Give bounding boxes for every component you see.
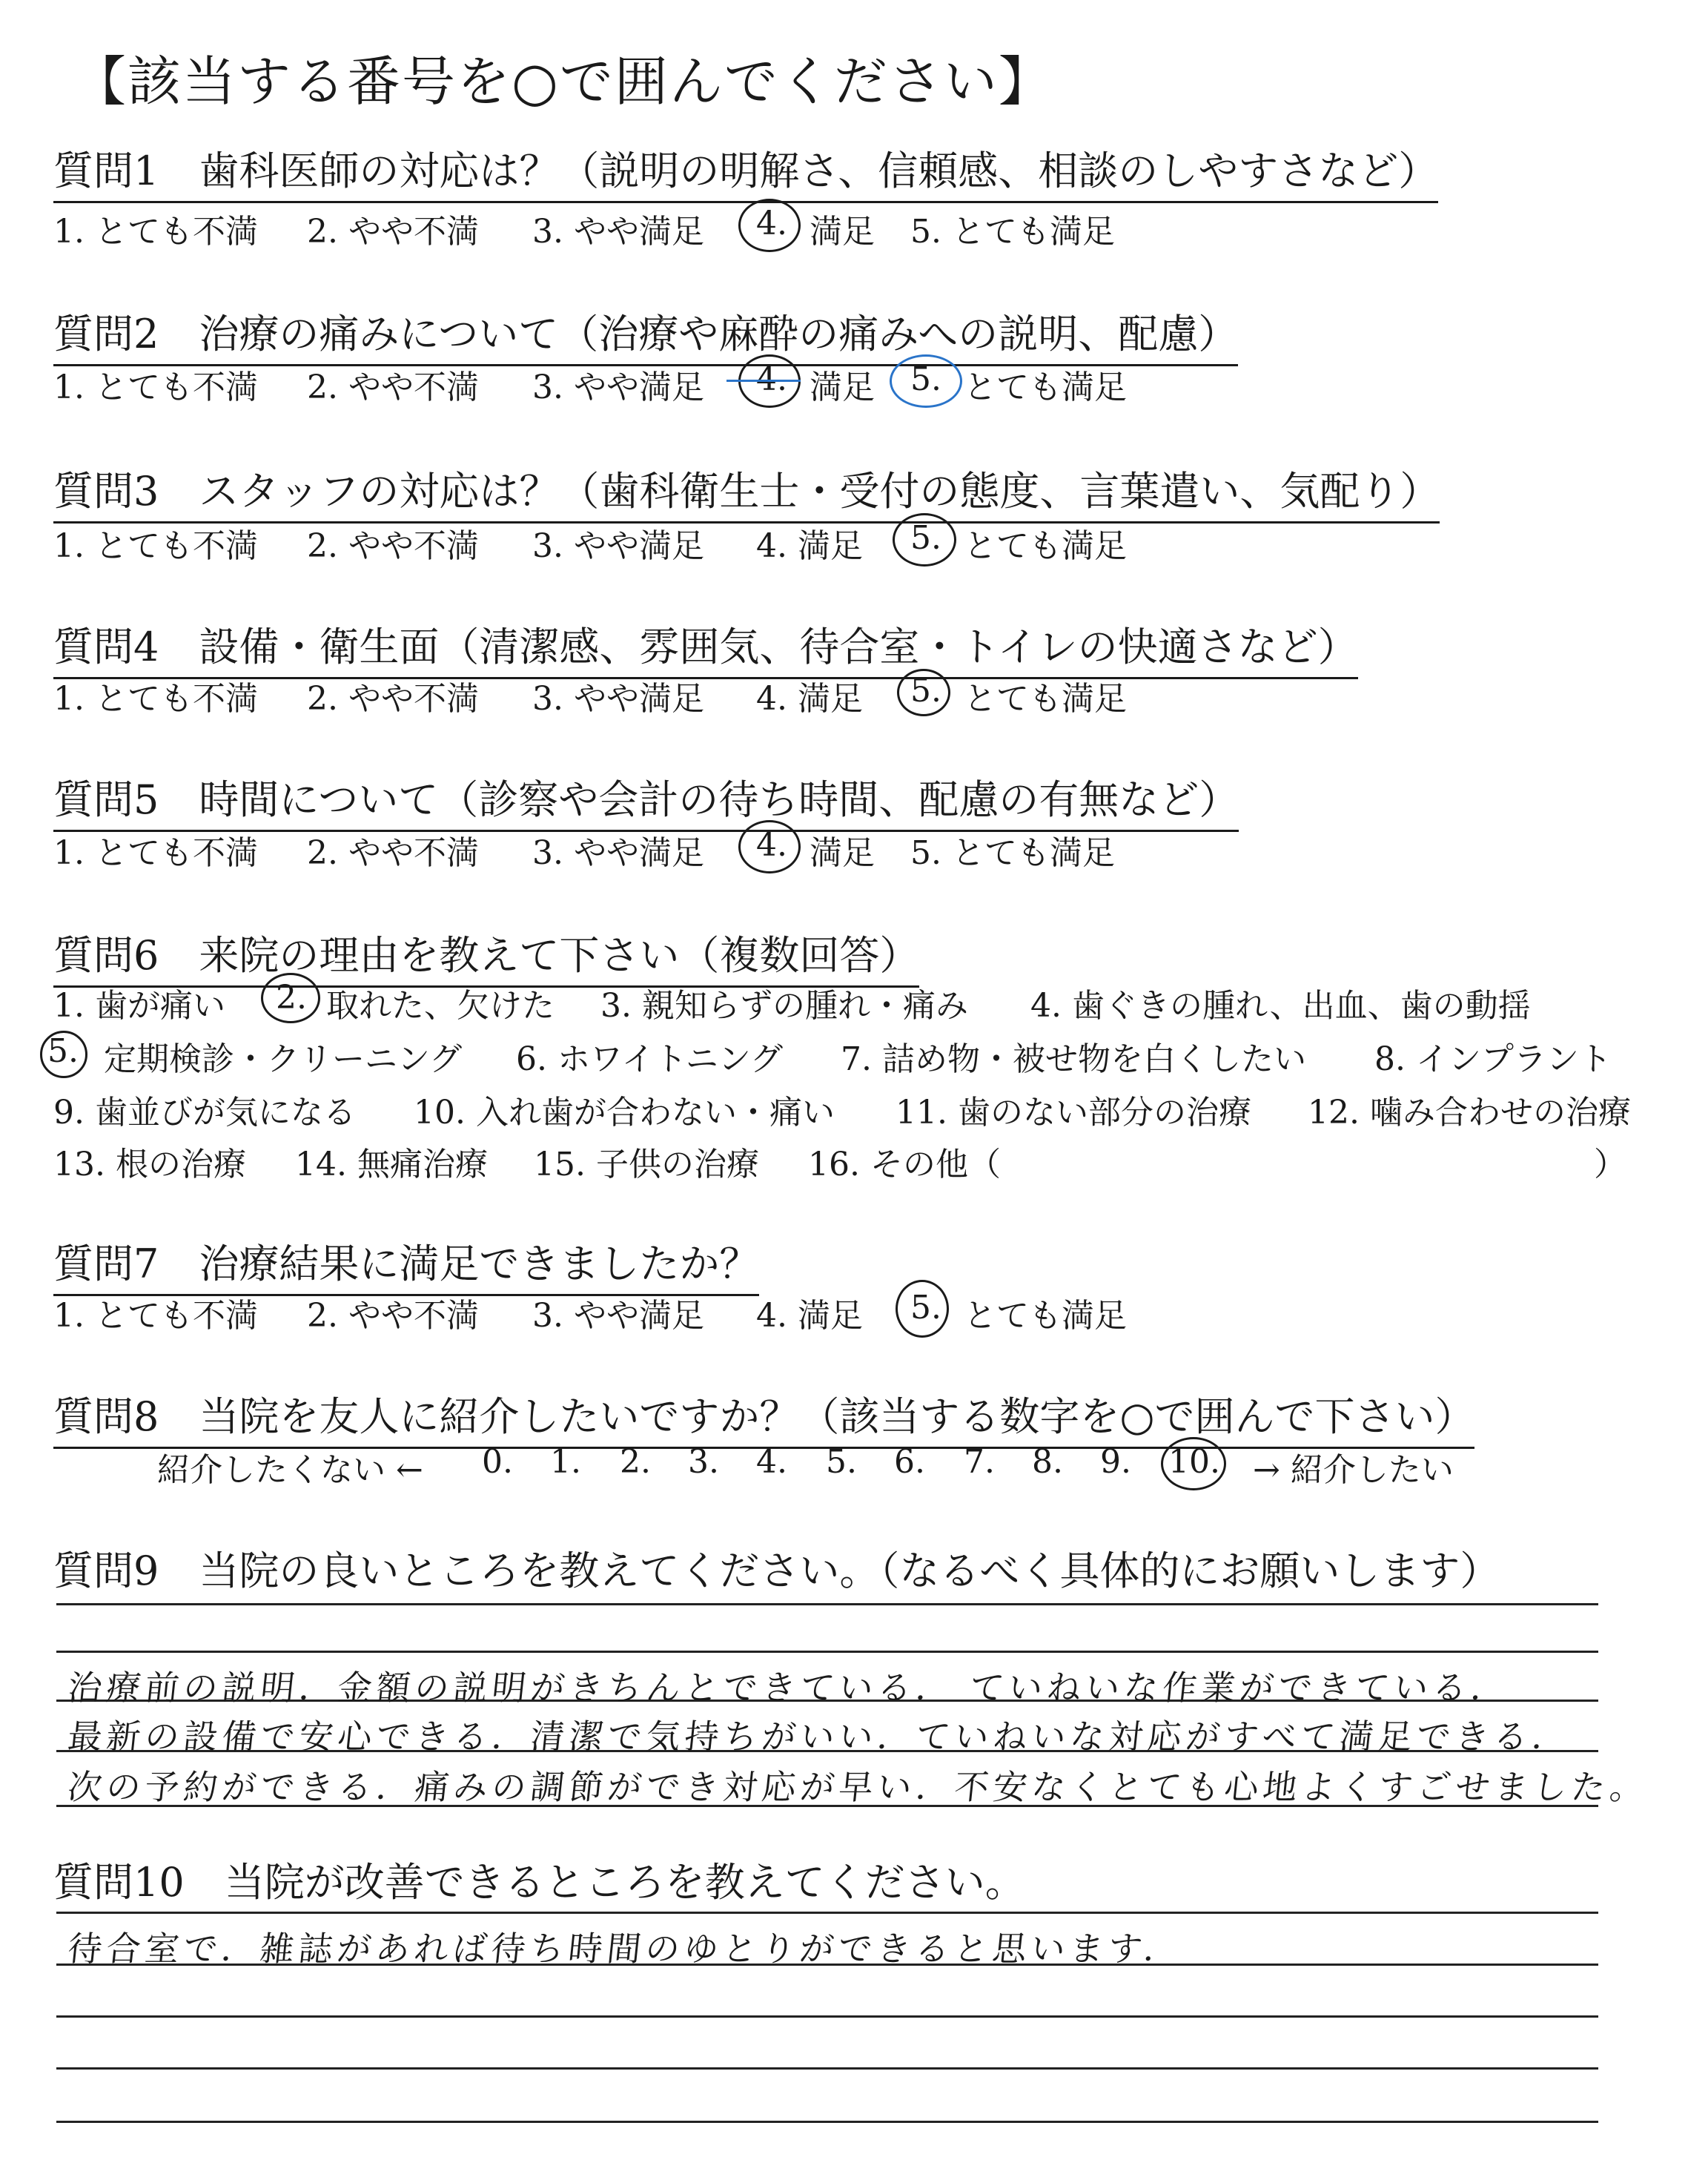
question-2-label: 質問2 治療の痛みについて（治療や麻酔の痛みへの説明、配慮） [53, 303, 1238, 366]
q3-option-3: 3. やや満足 [532, 527, 704, 565]
q1-option-4-text: 満足 [810, 213, 875, 251]
page-title: 【該当する番号を○で囲んでください】 [73, 50, 1053, 113]
selection-circle [738, 199, 801, 252]
handwritten-answer-line: 治療前の説明．金額の説明がきちんとできている． ていねいな作業ができている． [65, 1668, 1512, 1708]
selection-circle [261, 973, 320, 1023]
q6-option-9: 9. 歯並びが気になる [53, 1094, 356, 1132]
handwritten-answer-line: 待合室で．雑誌があれば待ち時間のゆとりができると思います． [65, 1929, 1185, 1969]
q8-scale-3: 3. [688, 1443, 719, 1481]
question-3-label: 質問3 スタッフの対応は？（歯科衛生士・受付の態度、言葉遣い、気配り） [53, 460, 1440, 524]
q7-option-4: 4. 満足 [756, 1297, 863, 1335]
q5-option-4: 4. [756, 826, 787, 864]
q8-scale-5: 5. [826, 1443, 857, 1481]
q1-option-2: 2. やや不満 [307, 213, 479, 251]
q5-option-3: 3. やや満足 [532, 834, 704, 872]
selection-circle [738, 820, 801, 873]
question-8-label: 質問8 当院を友人に紹介したいですか？（該当する数字を○で囲んで下さい） [53, 1385, 1474, 1449]
q7-option-2: 2. やや不満 [307, 1297, 479, 1335]
q6-option-1: 1. 歯が痛い [53, 987, 225, 1025]
q6-option-2: 2. [276, 979, 307, 1017]
selection-circle [893, 513, 956, 567]
q5-option-5: 5. とても満足 [910, 834, 1115, 872]
q6-option-6: 6. ホワイトニング [516, 1040, 784, 1078]
q4-option-1: 1. とても不満 [53, 680, 258, 718]
selection-circle [897, 669, 950, 716]
q8-scale-2: 2. [620, 1443, 651, 1481]
q7-option-5-text: とても満足 [964, 1297, 1127, 1335]
question-9-label: 質問9 当院の良いところを教えてください。（なるべく具体的にお願いします） [53, 1548, 1500, 1594]
q4-option-5-text: とても満足 [964, 680, 1127, 718]
q1-option-4: 4. [756, 205, 787, 242]
q7-option-5: 5. [910, 1289, 941, 1327]
q2-option-5-text: とても満足 [964, 369, 1127, 406]
q8-scale-0: 0. [482, 1443, 513, 1481]
question-1-label: 質問1 歯科医師の対応は？（説明の明解さ、信頼感、相談のしやすさなど） [53, 139, 1438, 203]
question-7-label: 質問7 治療結果に満足できましたか？ [53, 1232, 759, 1296]
q8-scale-10: 10. [1168, 1443, 1220, 1481]
question-5-label: 質問5 時間について（診察や会計の待ち時間、配慮の有無など） [53, 768, 1239, 832]
q1-option-5: 5. とても満足 [910, 213, 1115, 251]
answer-line [56, 1603, 1598, 1605]
selection-circle [1161, 1437, 1226, 1490]
q6-option-4: 4. 歯ぐきの腫れ、出血、歯の動揺 [1030, 987, 1531, 1025]
q8-scale-9: 9. [1100, 1443, 1131, 1481]
answer-line [56, 1651, 1598, 1653]
q6-option-12: 12. 噛み合わせの治療 [1308, 1094, 1631, 1132]
q5-option-4-text: 満足 [810, 834, 875, 872]
q6-option-5: 5. [47, 1032, 79, 1070]
selection-circle-blue [890, 354, 962, 408]
q6-option-3: 3. 親知らずの腫れ・痛み [600, 987, 968, 1025]
answer-line [56, 1912, 1598, 1914]
q8-scale-8: 8. [1032, 1443, 1063, 1481]
q6-option-7: 7. 詰め物・被せ物を白くしたい [841, 1040, 1306, 1078]
q6-option-16: 16. その他（ [808, 1146, 1001, 1183]
answer-line [56, 2121, 1598, 2123]
q2-option-4: 4. [756, 360, 787, 398]
selection-circle [40, 1031, 87, 1078]
q8-scale-4: 4. [756, 1443, 787, 1481]
q7-option-1: 1. とても不満 [53, 1297, 258, 1335]
q3-option-4: 4. 満足 [756, 527, 863, 565]
q1-option-1: 1. とても不満 [53, 213, 258, 251]
q5-option-1: 1. とても不満 [53, 834, 258, 872]
answer-line [56, 2067, 1598, 2070]
q2-option-2: 2. やや不満 [307, 369, 479, 406]
q8-scale-7: 7. [964, 1443, 995, 1481]
question-4-label: 質問4 設備・衛生面（清潔感、雰囲気、待合室・トイレの快適さなど） [53, 615, 1358, 679]
q8-left-label: 紹介したくない ← [157, 1451, 423, 1489]
q3-option-1: 1. とても不満 [53, 527, 258, 565]
q7-option-3: 3. やや満足 [532, 1297, 704, 1335]
q8-scale-1: 1. [550, 1443, 581, 1481]
q6-option-2-text: 取れた、欠けた [326, 987, 555, 1025]
q6-option-5-text: 定期検診・クリーニング [104, 1040, 463, 1078]
q2-option-4-text: 満足 [810, 369, 875, 406]
q6-option-13: 13. 根の治療 [53, 1146, 246, 1183]
q6-option-10: 10. 入れ歯が合わない・痛い [414, 1094, 835, 1132]
q1-option-3: 3. やや満足 [532, 213, 704, 251]
q2-option-3: 3. やや満足 [532, 369, 704, 406]
q3-option-2: 2. やや不満 [307, 527, 479, 565]
handwritten-answer-line: 最新の設備で安心できる．清潔で気持ちがいい．ていねいな対応がすべて満足できる． [65, 1717, 1573, 1757]
q4-option-4: 4. 満足 [756, 680, 863, 718]
q3-option-5: 5. [910, 519, 941, 557]
q2-option-5: 5. [910, 360, 941, 398]
q4-option-2: 2. やや不満 [307, 680, 479, 718]
q6-option-11: 11. 歯のない部分の治療 [896, 1094, 1251, 1132]
q4-option-5: 5. [910, 672, 941, 710]
q6-option-8: 8. インプラント [1374, 1040, 1612, 1078]
selection-circle [896, 1280, 949, 1338]
q5-option-2: 2. やや不満 [307, 834, 479, 872]
q6-option-14: 14. 無痛治療 [295, 1146, 488, 1183]
q6-option-16-close: ） [1594, 1146, 1626, 1183]
q8-scale-6: 6. [894, 1443, 925, 1481]
q6-option-15: 15. 子供の治療 [534, 1146, 759, 1183]
question-6-label: 質問6 来院の理由を教えて下さい（複数回答） [53, 924, 919, 988]
q4-option-3: 3. やや満足 [532, 680, 704, 718]
handwritten-answer-line: 次の予約ができる．痛みの調節ができ対応が早い．不安なくとても心地よくすごせました。 [65, 1767, 1651, 1807]
answer-line [56, 2015, 1598, 2018]
question-10-label: 質問10 当院が改善できるところを教えてください。 [53, 1859, 1025, 1906]
q3-option-5-text: とても満足 [964, 527, 1127, 565]
q2-option-1: 1. とても不満 [53, 369, 258, 406]
q8-right-label: → 紹介したい [1253, 1451, 1454, 1489]
cross-out-mark [726, 380, 801, 382]
